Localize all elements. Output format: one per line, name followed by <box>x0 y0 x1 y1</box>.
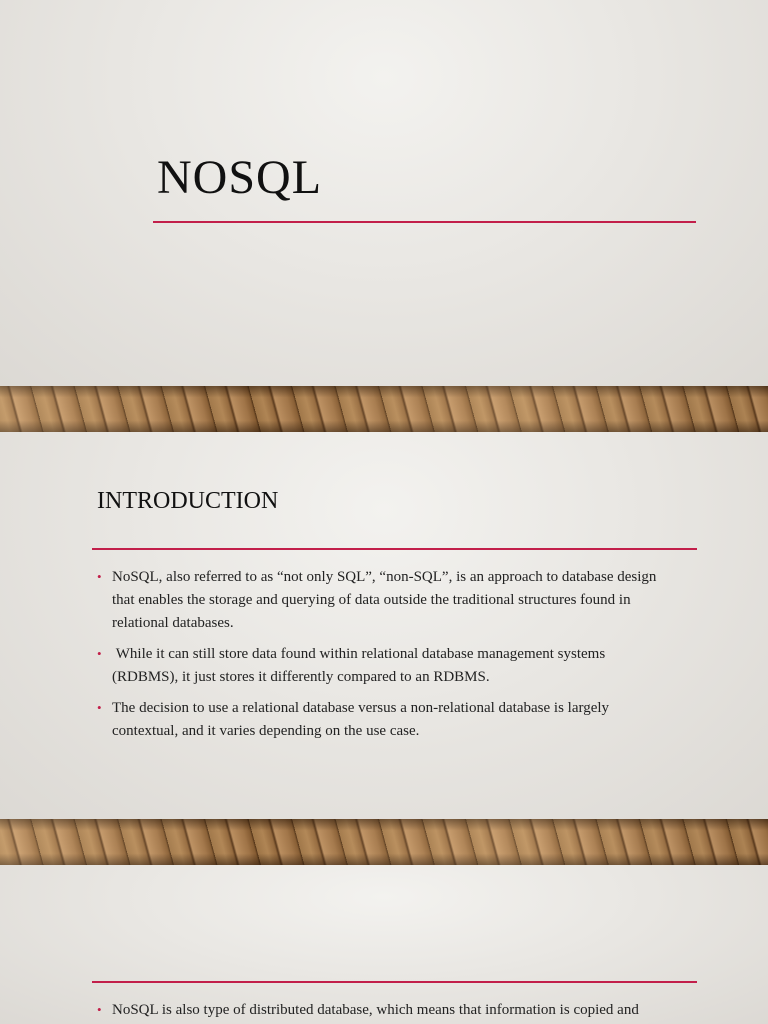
wood-floor-divider <box>0 819 768 865</box>
bullet-icon: • <box>97 646 102 661</box>
section-title: INTRODUCTION <box>97 488 279 514</box>
bullet-icon: • <box>97 569 102 584</box>
continuation-slide <box>0 865 768 1024</box>
bullet-list <box>97 999 672 1024</box>
section-underline <box>92 981 697 983</box>
floor-shine <box>0 386 768 432</box>
title-slide <box>0 0 768 386</box>
bullet-text: NoSQL is also type of distributed database, which means that information is copied and <box>112 1002 639 1018</box>
title-underline <box>153 221 696 223</box>
bullet-text: The decision to use a relational database versus a non-relational database is largely contextual, and it varies depending on the use case. <box>112 700 610 739</box>
bullet-text: NoSQL, also referred to as “not only SQL”, “non-SQL”, is an approach to database design that enables the storage and querying of data outside the traditional structures found in relational databases. <box>112 569 657 631</box>
floor-shine <box>0 819 768 865</box>
bullet-list <box>97 566 672 751</box>
bullet-icon: • <box>97 700 102 715</box>
section-underline <box>92 548 697 550</box>
list-item <box>97 566 672 635</box>
bullet-text: While it can still store data found within relational database management systems (RDBMS), it just stores it differently compared to an RDBMS. <box>112 646 609 685</box>
wood-floor-divider <box>0 386 768 432</box>
slide-title: NOSQL <box>157 151 323 204</box>
list-item <box>97 999 672 1022</box>
list-item <box>97 643 672 689</box>
introduction-slide <box>0 432 768 819</box>
list-item <box>97 697 672 743</box>
bullet-icon: • <box>97 1002 102 1017</box>
